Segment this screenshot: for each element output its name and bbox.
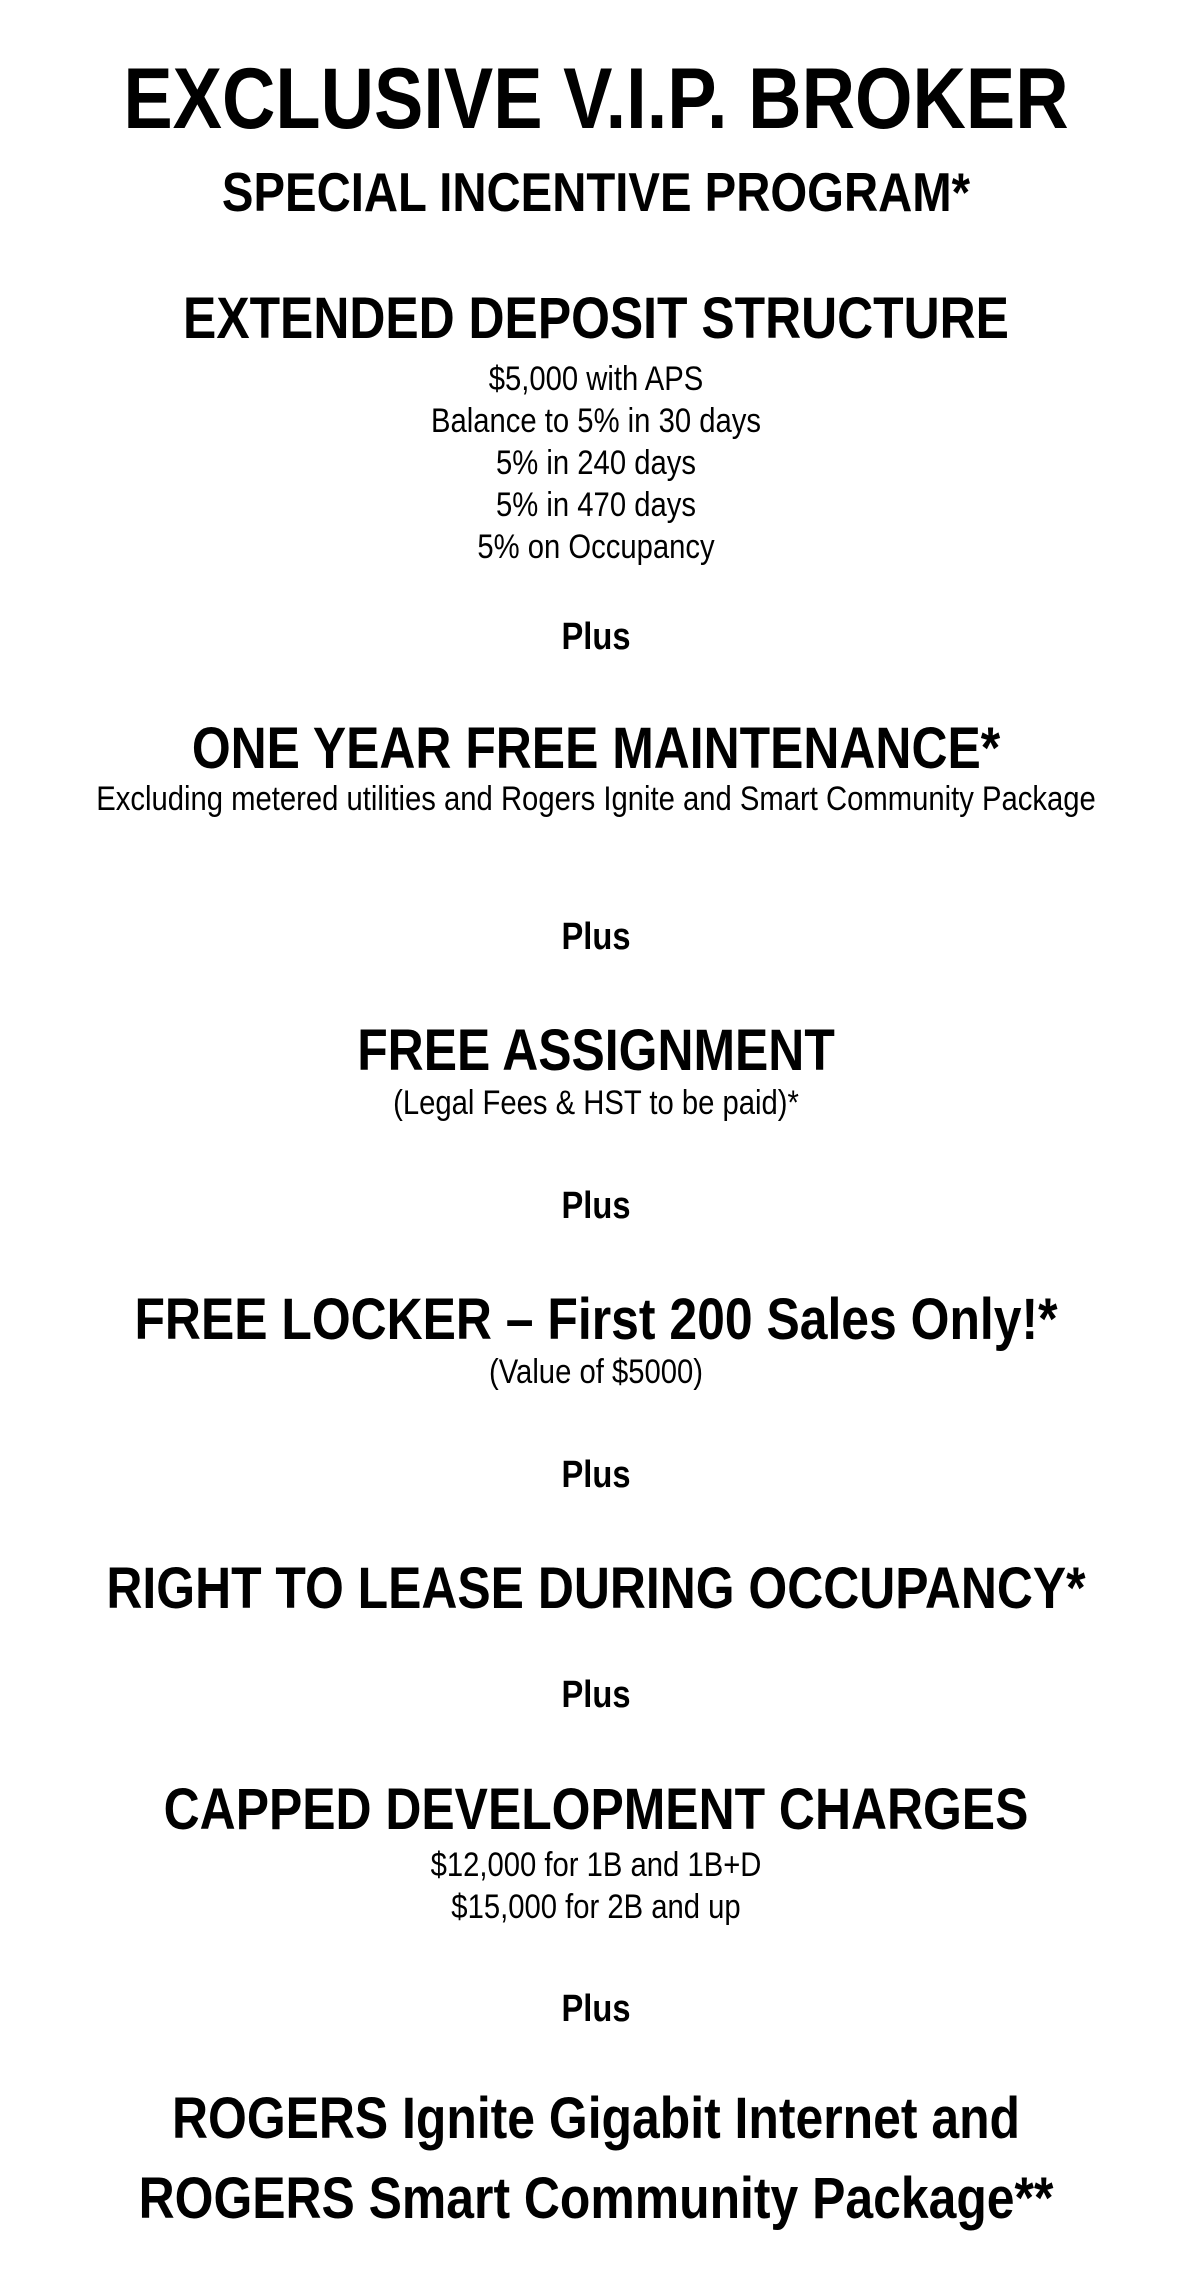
plus-separator: Plus (561, 1185, 631, 1227)
deposit-line: 5% in 240 days (496, 444, 696, 482)
deposit-line: 5% in 470 days (496, 486, 696, 524)
plus-separator: Plus (561, 1454, 631, 1496)
assignment-note: (Legal Fees & HST to be paid)* (393, 1084, 799, 1122)
maintenance-note: Excluding metered utilities and Rogers Ignite and Smart Community Package (96, 780, 1096, 818)
maintenance-heading: ONE YEAR FREE MAINTENANCE* (191, 716, 1001, 781)
plus-separator: Plus (561, 1988, 631, 2030)
page-subtitle: SPECIAL INCENTIVE PROGRAM* (221, 161, 971, 223)
plus-separator: Plus (561, 916, 631, 958)
deposit-line: 5% on Occupancy (477, 528, 715, 566)
locker-heading: FREE LOCKER – First 200 Sales Only!* (134, 1287, 1058, 1352)
deposit-line: $5,000 with APS (488, 360, 704, 398)
deposit-heading: EXTENDED DEPOSIT STRUCTURE (183, 286, 1009, 351)
page-title: EXCLUSIVE V.I.P. BROKER (123, 51, 1069, 147)
plus-separator: Plus (561, 616, 631, 658)
charges-heading: CAPPED DEVELOPMENT CHARGES (163, 1777, 1029, 1842)
charges-line: $15,000 for 2B and up (451, 1888, 741, 1926)
locker-note: (Value of $5000) (488, 1353, 704, 1391)
rogers-line: ROGERS Smart Community Package** (138, 2166, 1054, 2231)
lease-heading: RIGHT TO LEASE DURING OCCUPANCY* (106, 1556, 1086, 1621)
charges-line: $12,000 for 1B and 1B+D (430, 1846, 762, 1884)
assignment-heading: FREE ASSIGNMENT (357, 1018, 835, 1083)
plus-separator: Plus (561, 1674, 631, 1716)
rogers-line: ROGERS Ignite Gigabit Internet and (171, 2086, 1021, 2151)
deposit-line: Balance to 5% in 30 days (431, 402, 761, 440)
